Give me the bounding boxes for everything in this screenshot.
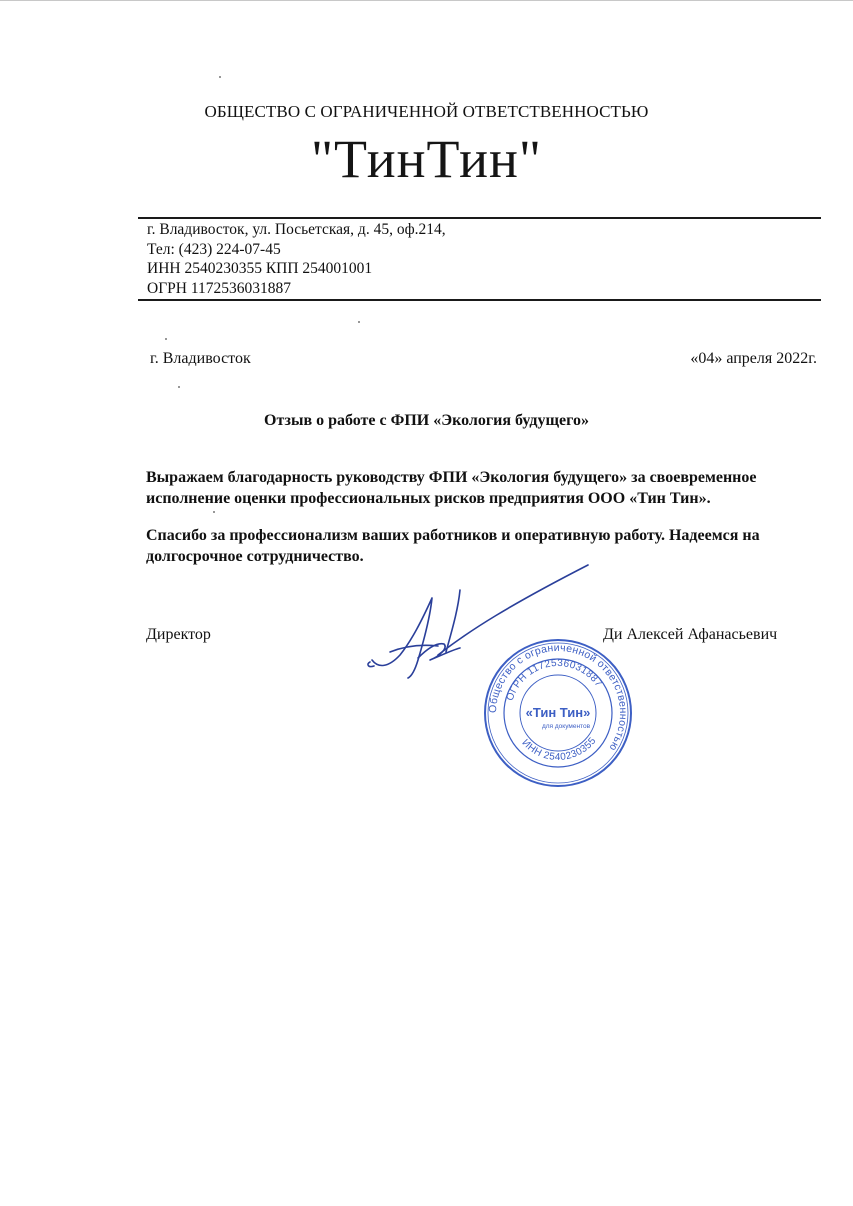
svg-text:ИНН 2540230355: ИНН 2540230355	[519, 735, 599, 763]
svg-text:«Тин Тин»: «Тин Тин»	[525, 705, 591, 720]
scan-speck	[213, 511, 215, 513]
letter-date: «04» апреля 2022г.	[690, 350, 817, 367]
signatory-name: Ди Алексей Афанасьевич	[603, 626, 778, 643]
scan-edge	[0, 0, 853, 1]
letter-paragraph-1: Выражаем благодарность руководству ФПИ «Экология будущего» за своевременное исполнение оценки профессиональных рисков предприятия ООО «Тин Тин».	[146, 469, 757, 507]
org-ogrn: ОГРН 1172536031887	[147, 279, 292, 297]
letter-city: г. Владивосток	[150, 350, 251, 367]
svg-text:ОГРН 1172536031887: ОГРН 1172536031887	[504, 657, 605, 703]
org-phone: Тел: (423) 224-07-45	[147, 240, 281, 258]
svg-text:Общество с ограниченной ответс: Общество с ограниченной ответственностью	[486, 641, 630, 754]
letterhead-bottom-rule	[138, 299, 821, 301]
org-name-heading: "ТинТин"	[311, 129, 542, 189]
letter-paragraph-2: Спасибо за профессионализм ваших работников и оперативную работу. Надеемся на долгосрочное сотрудничество.	[146, 527, 760, 565]
svg-text:для документов: для документов	[541, 723, 591, 730]
scan-speck	[165, 338, 167, 340]
scan-speck	[219, 76, 221, 78]
org-inn-kpp: ИНН 2540230355 КПП 254001001	[147, 260, 373, 277]
scan-speck	[358, 321, 360, 323]
scan-speck	[178, 386, 180, 388]
letter-subject: Отзыв о работе с ФПИ «Экология будущего»	[264, 412, 589, 429]
org-requisites	[147, 220, 446, 298]
org-legal-form: ОБЩЕСТВО С ОГРАНИЧЕННОЙ ОТВЕТСТВЕННОСТЬЮ	[204, 102, 649, 121]
organization-seal	[482, 637, 634, 789]
signatory-position: Директор	[146, 626, 211, 643]
org-address: г. Владивосток, ул. Посьетская, д. 45, оф.214,	[147, 221, 446, 238]
letterhead-top-rule	[138, 217, 821, 219]
